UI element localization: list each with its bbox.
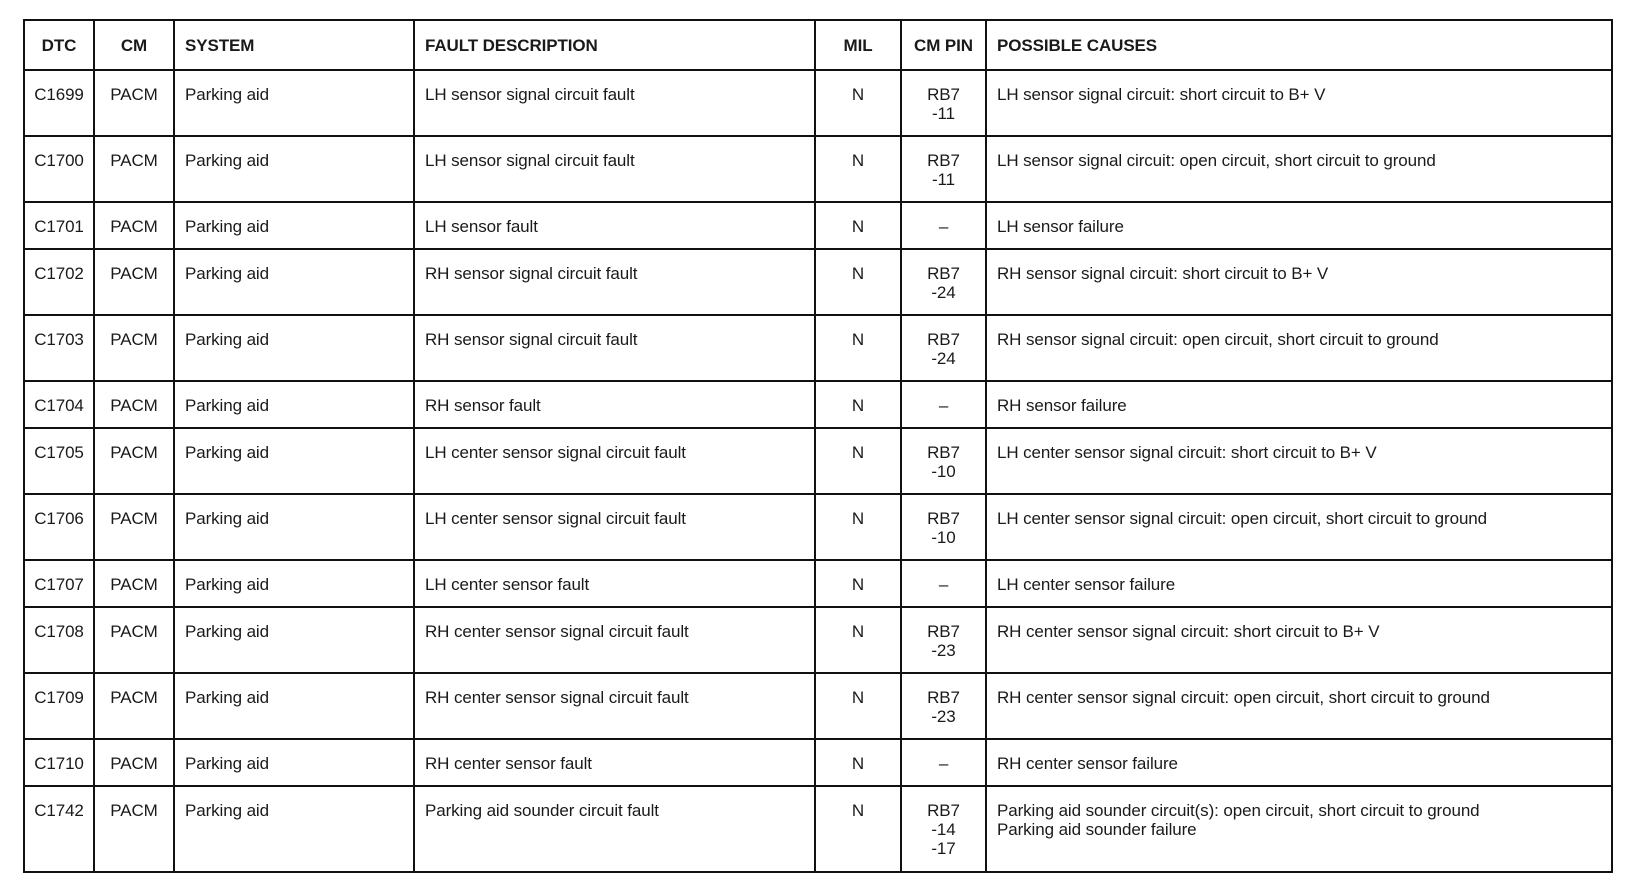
header-cm: CM (94, 20, 174, 70)
cell-possible-causes (986, 673, 1612, 739)
cell-cm: PACM (94, 739, 174, 786)
cell-fault-description: LH sensor fault (414, 202, 815, 249)
cell-fault-description: LH sensor signal circuit fault (414, 136, 815, 202)
cell-cm-pin (901, 494, 986, 560)
cell-cm: PACM (94, 494, 174, 560)
header-row (24, 20, 1612, 70)
cm-pin-line: – (938, 217, 949, 236)
cell-fault-description: LH center sensor signal circuit fault (414, 494, 815, 560)
table-row (24, 249, 1612, 315)
cell-fault-description: RH sensor signal circuit fault (414, 315, 815, 381)
cell-cm-pin (901, 315, 986, 381)
cell-cm-pin (901, 70, 986, 136)
cell-system: Parking aid (174, 428, 414, 494)
cell-mil: N (815, 249, 901, 315)
table-row (24, 494, 1612, 560)
possible-cause-line: LH sensor failure (997, 217, 1124, 236)
cell-mil: N (815, 739, 901, 786)
table-row (24, 381, 1612, 428)
cell-cm-pin (901, 786, 986, 872)
cell-system: Parking aid (174, 786, 414, 872)
cell-mil: N (815, 607, 901, 673)
cell-dtc: C1699 (24, 70, 94, 136)
cm-pin-line: -17 (931, 839, 956, 858)
cm-pin-line: -24 (931, 349, 956, 368)
table-row (24, 315, 1612, 381)
cell-possible-causes (986, 136, 1612, 202)
possible-cause-line: LH center sensor signal circuit: short circuit to B+ V (997, 443, 1377, 462)
cell-fault-description: LH sensor signal circuit fault (414, 70, 815, 136)
cell-cm: PACM (94, 381, 174, 428)
cell-system: Parking aid (174, 381, 414, 428)
cell-cm: PACM (94, 202, 174, 249)
header-mil: MIL (815, 20, 901, 70)
cell-cm-pin (901, 560, 986, 607)
possible-cause-line: RH center sensor signal circuit: short circuit to B+ V (997, 622, 1380, 641)
cell-mil: N (815, 428, 901, 494)
possible-cause-line: RH sensor failure (997, 396, 1127, 415)
cell-possible-causes (986, 249, 1612, 315)
cell-dtc: C1708 (24, 607, 94, 673)
cell-dtc: C1702 (24, 249, 94, 315)
possible-cause-line: RH sensor signal circuit: open circuit, short circuit to ground (997, 330, 1439, 349)
table-row (24, 739, 1612, 786)
cell-possible-causes (986, 428, 1612, 494)
cm-pin-line: -23 (931, 641, 956, 660)
cell-cm-pin (901, 673, 986, 739)
cm-pin-line: RB7 (927, 151, 960, 170)
table-row (24, 673, 1612, 739)
cell-system: Parking aid (174, 607, 414, 673)
table-row (24, 428, 1612, 494)
cell-mil: N (815, 136, 901, 202)
cell-dtc: C1705 (24, 428, 94, 494)
cell-dtc: C1710 (24, 739, 94, 786)
table-row (24, 560, 1612, 607)
cell-dtc: C1742 (24, 786, 94, 872)
cm-pin-line: RB7 (927, 688, 960, 707)
cm-pin-line: RB7 (927, 330, 960, 349)
cm-pin-line: – (938, 754, 949, 773)
cell-system: Parking aid (174, 70, 414, 136)
cell-cm-pin (901, 136, 986, 202)
cell-possible-causes (986, 70, 1612, 136)
possible-cause-line: Parking aid sounder circuit(s): open circuit, short circuit to ground (997, 801, 1480, 820)
cell-system: Parking aid (174, 739, 414, 786)
cm-pin-line: -11 (931, 170, 955, 189)
cell-fault-description: RH sensor fault (414, 381, 815, 428)
cm-pin-line: RB7 (927, 85, 960, 104)
cell-dtc: C1704 (24, 381, 94, 428)
cm-pin-line: RB7 (927, 622, 960, 641)
cm-pin-line: – (938, 575, 949, 594)
cell-system: Parking aid (174, 249, 414, 315)
cell-possible-causes (986, 202, 1612, 249)
cell-cm: PACM (94, 249, 174, 315)
cell-cm: PACM (94, 428, 174, 494)
possible-cause-line: LH sensor signal circuit: short circuit to B+ V (997, 85, 1326, 104)
cell-fault-description: LH center sensor fault (414, 560, 815, 607)
table-body (24, 70, 1612, 872)
header-system: SYSTEM (174, 20, 414, 70)
cell-system: Parking aid (174, 673, 414, 739)
cm-pin-line: -14 (931, 820, 956, 839)
cell-cm: PACM (94, 560, 174, 607)
cell-cm-pin (901, 202, 986, 249)
possible-cause-line: RH center sensor signal circuit: open circuit, short circuit to ground (997, 688, 1490, 707)
cell-cm-pin (901, 381, 986, 428)
cell-mil: N (815, 315, 901, 381)
dtc-table (23, 19, 1613, 873)
cm-pin-line: -10 (931, 462, 956, 481)
possible-cause-line: LH center sensor signal circuit: open circuit, short circuit to ground (997, 509, 1488, 528)
cell-cm: PACM (94, 70, 174, 136)
possible-cause-line: LH sensor signal circuit: open circuit, short circuit to ground (997, 151, 1436, 170)
cell-fault-description: RH center sensor fault (414, 739, 815, 786)
cell-mil: N (815, 202, 901, 249)
possible-cause-line: Parking aid sounder failure (997, 820, 1197, 839)
cell-cm: PACM (94, 315, 174, 381)
cell-mil: N (815, 70, 901, 136)
table-row (24, 202, 1612, 249)
cell-cm-pin (901, 428, 986, 494)
cell-possible-causes (986, 494, 1612, 560)
cm-pin-line: -11 (931, 104, 955, 123)
cell-dtc: C1709 (24, 673, 94, 739)
cell-dtc: C1706 (24, 494, 94, 560)
cell-fault-description: RH center sensor signal circuit fault (414, 673, 815, 739)
table-row (24, 786, 1612, 872)
possible-cause-line: LH center sensor failure (997, 575, 1176, 594)
cell-cm: PACM (94, 136, 174, 202)
cell-cm: PACM (94, 607, 174, 673)
cell-mil: N (815, 786, 901, 872)
header-dtc: DTC (24, 20, 94, 70)
header-cm-pin: CM PIN (901, 20, 986, 70)
cell-possible-causes (986, 315, 1612, 381)
cell-fault-description: Parking aid sounder circuit fault (414, 786, 815, 872)
cm-pin-line: RB7 (927, 509, 960, 528)
cell-cm: PACM (94, 673, 174, 739)
table-row (24, 136, 1612, 202)
cell-mil: N (815, 381, 901, 428)
table-row (24, 607, 1612, 673)
cell-possible-causes (986, 560, 1612, 607)
cell-cm-pin (901, 739, 986, 786)
cell-possible-causes (986, 739, 1612, 786)
cell-fault-description: RH sensor signal circuit fault (414, 249, 815, 315)
possible-cause-line: RH sensor signal circuit: short circuit to B+ V (997, 264, 1329, 283)
possible-cause-line: RH center sensor failure (997, 754, 1178, 773)
cm-pin-line: RB7 (927, 264, 960, 283)
cell-system: Parking aid (174, 202, 414, 249)
table-row (24, 70, 1612, 136)
cm-pin-line: -10 (931, 528, 956, 547)
cell-dtc: C1700 (24, 136, 94, 202)
cell-mil: N (815, 673, 901, 739)
cell-cm-pin (901, 607, 986, 673)
cm-pin-line: – (938, 396, 949, 415)
cell-possible-causes (986, 607, 1612, 673)
cell-dtc: C1703 (24, 315, 94, 381)
cell-system: Parking aid (174, 560, 414, 607)
cell-system: Parking aid (174, 494, 414, 560)
cell-mil: N (815, 560, 901, 607)
cell-fault-description: RH center sensor signal circuit fault (414, 607, 815, 673)
cell-mil: N (815, 494, 901, 560)
cell-system: Parking aid (174, 315, 414, 381)
cell-cm: PACM (94, 786, 174, 872)
cm-pin-line: -24 (931, 283, 956, 302)
cm-pin-line: -23 (931, 707, 956, 726)
cell-dtc: C1701 (24, 202, 94, 249)
cell-cm-pin (901, 249, 986, 315)
header-fault-description: FAULT DESCRIPTION (414, 20, 815, 70)
cm-pin-line: RB7 (927, 443, 960, 462)
cell-possible-causes (986, 786, 1612, 872)
cell-fault-description: LH center sensor signal circuit fault (414, 428, 815, 494)
header-possible-causes: POSSIBLE CAUSES (986, 20, 1612, 70)
cm-pin-line: RB7 (927, 801, 960, 820)
cell-dtc: C1707 (24, 560, 94, 607)
cell-system: Parking aid (174, 136, 414, 202)
cell-possible-causes (986, 381, 1612, 428)
